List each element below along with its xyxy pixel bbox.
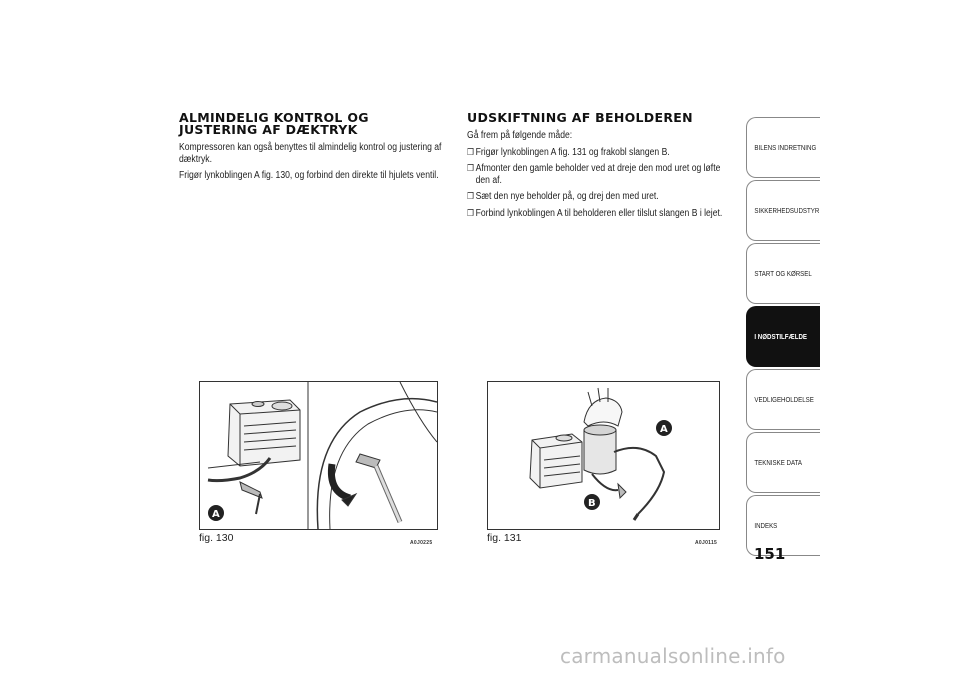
checkbox-bullet-icon: ❒ bbox=[467, 146, 474, 157]
checkbox-bullet-icon: ❒ bbox=[467, 207, 474, 218]
watermark: carmanualsonline.info bbox=[560, 644, 786, 668]
paragraph: Kompressoren kan også benyttes til almindelig kontrol og justering af dæktryk. bbox=[179, 142, 442, 165]
page-number: 151 bbox=[754, 545, 786, 563]
figure-130-illustration bbox=[199, 381, 438, 530]
list-item: ❒ Frigør lynkoblingen A fig. 131 og frakobl slangen B. bbox=[467, 146, 670, 158]
intro-text: Gå frem på følgende måde: bbox=[467, 130, 573, 141]
checkbox-bullet-icon: ❒ bbox=[467, 163, 474, 173]
callout-label-b: B bbox=[588, 498, 596, 509]
left-column bbox=[179, 112, 447, 187]
figure-code: A0J0115 bbox=[695, 540, 718, 546]
right-column bbox=[467, 112, 729, 224]
figure-caption: fig. 130 bbox=[199, 532, 234, 544]
tab-sikkerhedsudstyr[interactable]: SIKKERHEDSUDSTYR bbox=[746, 180, 820, 241]
tab-start-og-korsel[interactable]: START OG KØRSEL bbox=[746, 243, 820, 304]
chapter-tabs bbox=[746, 117, 820, 558]
list-item: ❒ Sæt den nye beholder på, og drej den med uret. bbox=[467, 191, 659, 202]
tab-vedligeholdelse[interactable]: VEDLIGEHOLDELSE bbox=[746, 369, 820, 430]
section-heading-tire-pressure: ALMINDELIG KONTROL OG JUSTERING AF DÆKTRYK bbox=[179, 110, 369, 137]
list-item: ❒ Forbind lynkoblingen A til beholderen eller tilslut slangen B i lejet. bbox=[467, 207, 723, 219]
figure-caption: fig. 131 bbox=[487, 532, 522, 544]
callout-label-a: A bbox=[660, 424, 668, 435]
tab-tekniske-data[interactable]: TEKNISKE DATA bbox=[746, 432, 820, 493]
paragraph: Frigør lynkoblingen A fig. 130, og forbind den direkte til hjulets ventil. bbox=[179, 170, 439, 181]
container-replacement-illustration bbox=[488, 382, 719, 529]
figure-131-illustration bbox=[487, 381, 720, 530]
callout-label-a: A bbox=[212, 509, 220, 520]
tab-indeks[interactable]: INDEKS bbox=[746, 495, 820, 556]
compressor-valve-illustration bbox=[200, 382, 437, 529]
section-heading-replace-container: UDSKIFTNING AF BEHOLDEREN bbox=[467, 110, 693, 125]
tab-bilens-indretning[interactable]: BILENS INDRETNING bbox=[746, 117, 820, 178]
checkbox-bullet-icon: ❒ bbox=[467, 191, 474, 201]
instruction-list bbox=[467, 147, 729, 220]
tab-i-nodstilfaelde[interactable]: I NØDSTILFÆLDE bbox=[746, 306, 820, 367]
figure-code: A0J0225 bbox=[410, 540, 433, 546]
list-item: ❒ Afmonter den gamle beholder ved at dreje den mod uret og løfte den af. bbox=[467, 163, 721, 186]
